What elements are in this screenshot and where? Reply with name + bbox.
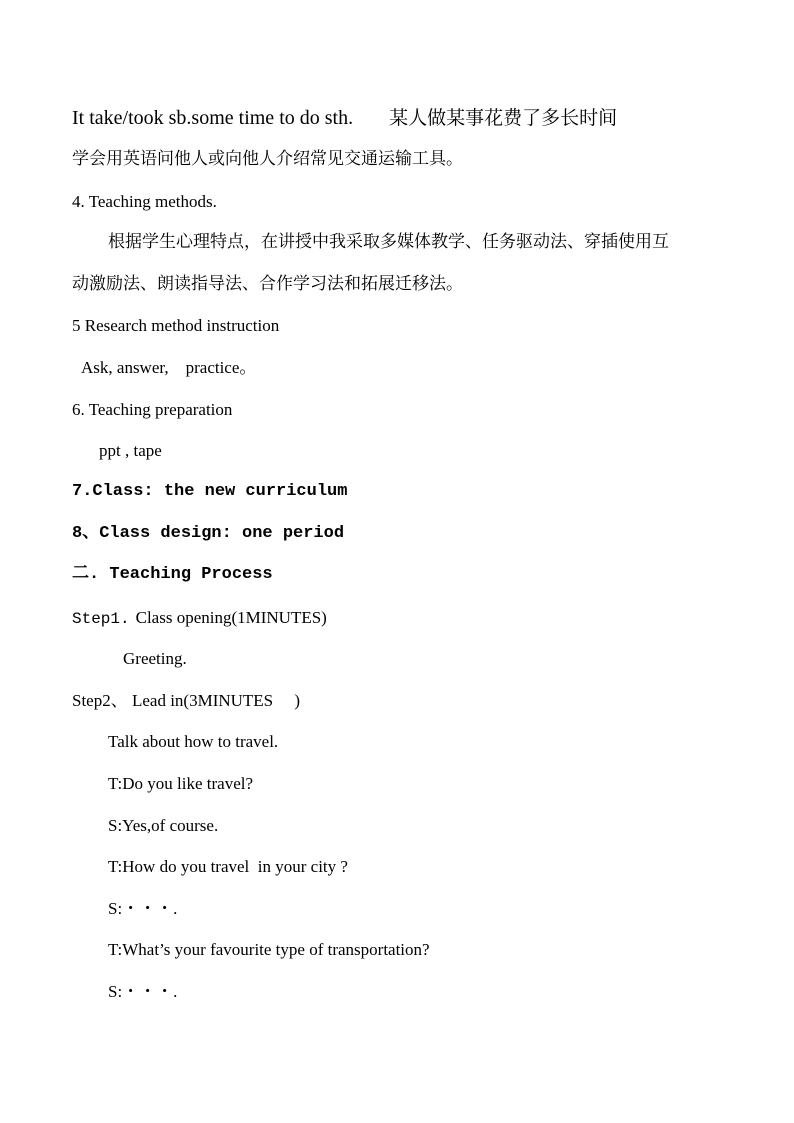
- step2-line: T:What’s your favourite type of transportation?: [108, 940, 430, 959]
- teaching-methods-paragraph-line2: 动激励法、朗读指导法、合作学习法和拓展迁移法。: [72, 274, 463, 294]
- step1-heading: [72, 609, 327, 627]
- step1-label: Step1.: [72, 610, 130, 628]
- structure-line: [72, 108, 617, 128]
- research-method-body: Ask, answer, practice。: [81, 358, 257, 377]
- step2-heading: Step2、 Lead in(3MINUTES ): [72, 691, 301, 710]
- step2-line: S:Yes,of course.: [108, 816, 219, 835]
- class-design: 8、Class design: one period: [72, 524, 345, 543]
- class-curriculum: 7.Class: the new curriculum: [72, 482, 348, 501]
- teaching-methods-heading: 4. Teaching methods.: [72, 192, 217, 211]
- teaching-process-heading: 二. Teaching Process: [72, 565, 273, 584]
- step2-line: S:・・・.: [108, 982, 178, 1001]
- step2-line: Talk about how to travel.: [108, 732, 279, 751]
- step2-line: T:Do you like travel?: [108, 774, 254, 793]
- step1-text: Class opening(1MINUTES): [135, 608, 327, 627]
- step2-line: T:How do you travel in your city ?: [108, 857, 348, 876]
- objective-line: 学会用英语问他人或向他人介绍常见交通运输工具。: [72, 149, 463, 169]
- step2-line: S:・・・.: [108, 899, 178, 918]
- teaching-preparation-heading: 6. Teaching preparation: [72, 400, 233, 419]
- teaching-methods-paragraph-line1: 根据学生心理特点，在讲授中我采取多媒体教学、任务驱动法、穿插使用互: [108, 232, 669, 252]
- research-method-heading: 5 Research method instruction: [72, 316, 280, 335]
- step1-body: Greeting.: [123, 649, 187, 668]
- teaching-preparation-body: ppt , tape: [99, 441, 162, 460]
- structure-chinese: 某人做某事花费了多长时间: [389, 107, 618, 129]
- structure-english: It take/took sb.some time to do sth.: [72, 107, 354, 129]
